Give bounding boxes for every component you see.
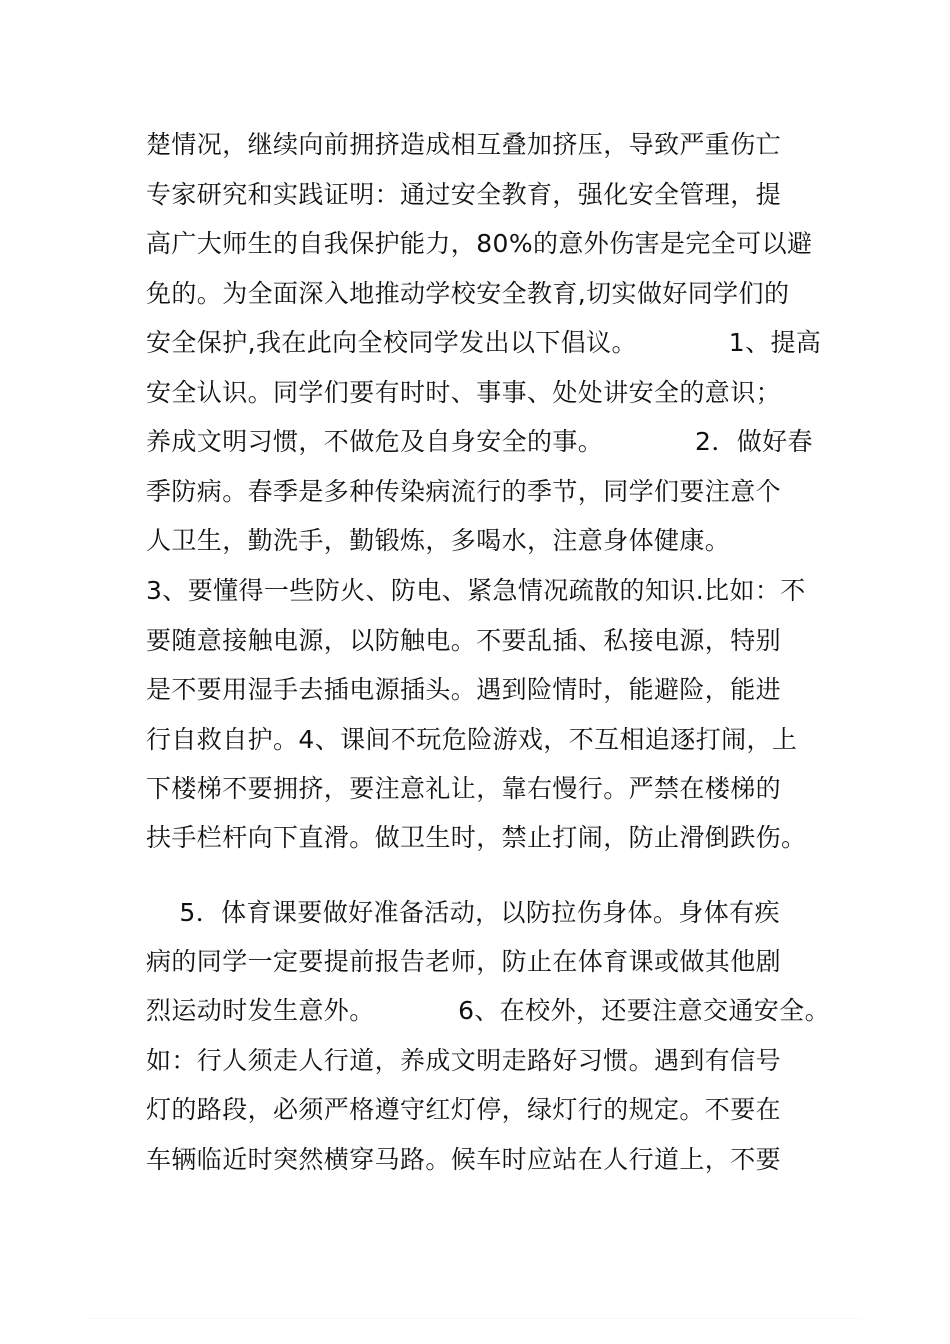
text-line-8: 季防病。春季是多种传染病流行的季节，同学们要注意个 xyxy=(146,477,782,506)
text-line-6: 安全认识。同学们要有时时、事事、处处讲安全的意识； xyxy=(146,378,782,407)
page-bottom-divider xyxy=(90,1318,860,1321)
text-line-17: 病的同学一定要提前报告老师，防止在体育课或做其他剧 xyxy=(146,947,782,976)
text-line-18: 烈运动时发生意外。 6、在校外，还要注意交通安全。 xyxy=(146,996,830,1025)
text-line-12: 是不要用湿手去插电源插头。遇到险情时，能避险，能进 xyxy=(146,675,782,704)
text-line-3: 高广大师生的自我保护能力，80%的意外伤害是完全可以避 xyxy=(146,229,813,258)
text-line-10: 3、要懂得一些防火、防电、紧急情况疏散的知识.比如：不 xyxy=(146,576,806,605)
text-line-13: 行自救自护。4、课间不玩危险游戏，不互相追逐打闹，上 xyxy=(146,725,798,754)
text-line-11: 要随意接触电源，以防触电。不要乱插、私接电源，特别 xyxy=(146,626,782,655)
text-line-1: 楚情况，继续向前拥挤造成相互叠加挤压，导致严重伤亡 xyxy=(146,130,782,159)
text-line-5: 安全保护,我在此向全校同学发出以下倡议。 1、提高 xyxy=(146,328,822,357)
text-line-4: 免的。为全面深入地推动学校安全教育,切实做好同学们的 xyxy=(146,279,790,308)
text-line-19: 如：行人须走人行道，养成文明走路好习惯。遇到有信号 xyxy=(146,1046,782,1075)
text-line-21: 车辆临近时突然横穿马路。候车时应站在人行道上，不要 xyxy=(146,1145,782,1174)
text-line-15: 扶手栏杆向下直滑。做卫生时，禁止打闹，防止滑倒跌伤。 xyxy=(146,823,807,852)
text-line-2: 专家研究和实践证明：通过安全教育，强化安全管理，提 xyxy=(146,180,782,209)
text-line-20: 灯的路段，必须严格遵守红灯停，绿灯行的规定。不要在 xyxy=(146,1095,782,1124)
text-line-7: 养成文明习惯，不做危及自身安全的事。 2．做好春 xyxy=(146,427,813,456)
text-line-9: 人卫生，勤洗手，勤锻炼，多喝水，注意身体健康。 xyxy=(146,526,731,555)
text-line-14: 下楼梯不要拥挤，要注意礼让，靠右慢行。严禁在楼梯的 xyxy=(146,774,782,803)
text-line-16: 5．体育课要做好准备活动，以防拉伤身体。身体有疾 xyxy=(146,898,780,927)
